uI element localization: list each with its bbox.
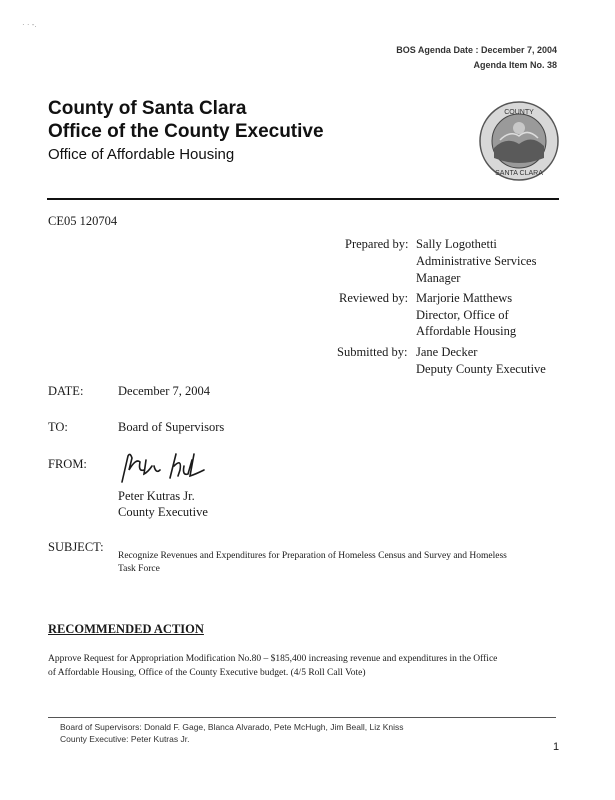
office-title: Office of the County Executive [48,121,324,142]
date-value: December 7, 2004 [118,384,210,398]
reviewed-by-name: Marjorie Matthews [416,291,513,305]
footer-rule [48,717,556,718]
prepared-by-label: Prepared by: [345,237,409,251]
department-subtitle: Office of Affordable Housing [48,146,235,163]
agenda-item-number: Agenda Item No. 38 [473,60,557,70]
signature [116,448,216,488]
scan-mark: · · -. [22,20,37,29]
reviewed-by-label: Reviewed by: [339,291,409,305]
recommended-action-heading: RECOMMENDED ACTION [48,622,204,636]
date-label: DATE: [48,384,84,398]
footer-county-executive: County Executive: Peter Kutras Jr. [60,734,190,744]
prepared-by-title-1: Administrative Services [416,254,537,268]
footer-supervisors: Board of Supervisors: Donald F. Gage, Blanca Alvarado, Pete McHugh, Jim Beall, Liz Kniss [60,722,404,732]
recommended-action-line-2: of Affordable Housing, Office of the County Executive budget. (4/5 Roll Call Vote) [48,668,366,678]
recommended-action-line-1: Approve Request for Appropriation Modification No.80 – $185,400 increasing revenue and expenditures in the Office [48,654,498,664]
county-title: County of Santa Clara [48,98,247,119]
svg-text:SANTA CLARA: SANTA CLARA [495,170,543,177]
from-title: County Executive [118,505,208,519]
agenda-date: BOS Agenda Date : December 7, 2004 [396,45,557,55]
subject-line-1: Recognize Revenues and Expenditures for Preparation of Homeless Census and Survey and Homeless [118,551,507,561]
subject-label: SUBJECT: [48,540,104,554]
to-value: Board of Supervisors [118,420,225,434]
from-name: Peter Kutras Jr. [118,489,195,503]
page-number: 1 [553,741,560,753]
svg-text:COUNTY: COUNTY [504,109,534,116]
to-label: TO: [48,420,68,434]
prepared-by-name: Sally Logothetti [416,237,497,251]
reviewed-by-title-1: Director, Office of [416,308,509,322]
prepared-by-title-2: Manager [416,271,461,285]
document-code: CE05 120704 [48,214,118,228]
submitted-by-title: Deputy County Executive [416,362,546,376]
subject-line-2: Task Force [118,564,160,574]
county-seal [478,100,560,182]
reviewed-by-title-2: Affordable Housing [416,324,517,338]
header-rule [47,198,559,200]
from-label: FROM: [48,457,87,471]
submitted-by-name: Jane Decker [416,345,478,359]
submitted-by-label: Submitted by: [337,345,408,359]
